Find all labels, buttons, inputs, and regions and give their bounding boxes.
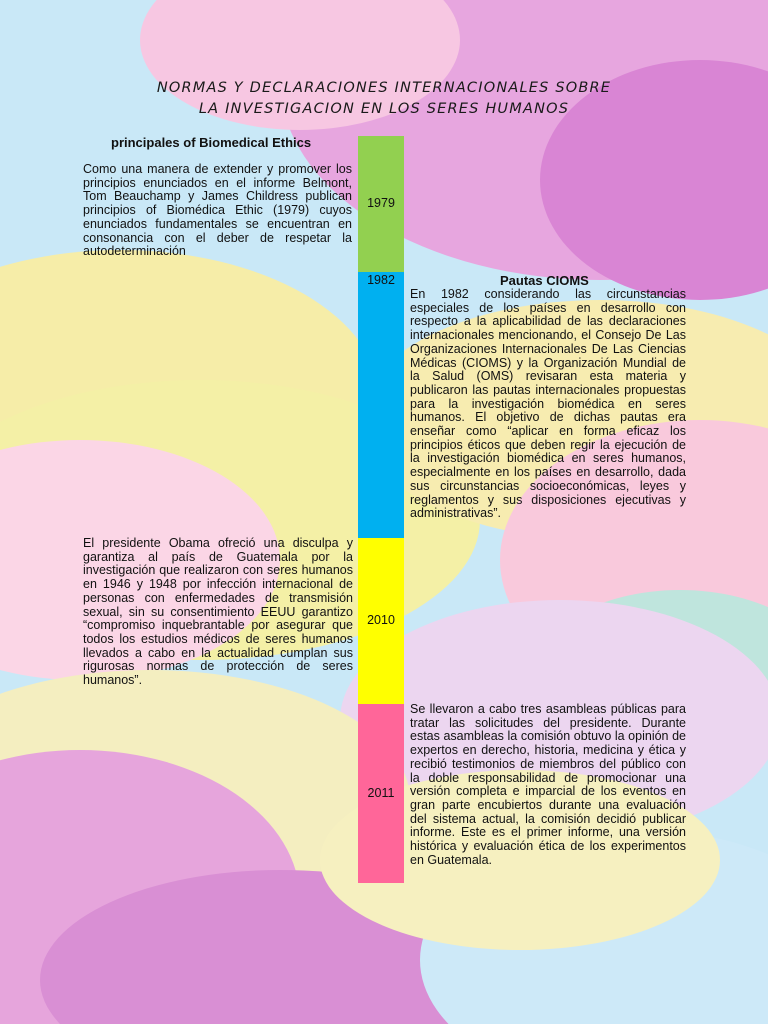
biomedical-ethics-text: Como una manera de extender y promover los principios enunciados en el informe Belmont, Tom Beauchamp y James Childress publican principios of Biomédica Ethic (1979) cuyos enunciados fundamentales se encuentran en consonancia con el deber de respetar la autodeterminación xyxy=(83,162,352,259)
year-label-1982: 1982 xyxy=(367,273,395,287)
obama-apology-text: El presidente Obama ofreció una disculpa y garantiza al país de Guatemala por la investigación que realizaron con seres humanos en 1946 y 1948 por infección internacional de personas con enfermedades de transmisión sexual, sin su consentimiento EEUU garantizo “compromiso inquebrantable por asegurar que todos los estudios médicos de seres humanos llevados a cabo en la actualidad cumplan sus rigurosas normas de protección de seres humanos”. xyxy=(83,536,353,688)
public-assemblies-text: Se llevaron a cabo tres asambleas públicas para tratar las solicitudes del presidente. Durante estas asambleas la comisión obtuvo la opinión de expertos en derecho, historia, medicina y ética y recibió testimonios de miembros del público con la doble responsabilidad de promocionar una versión completa e imparcial de los eventos en gran parte encubiertos durante una evaluación del sistema actual, la comisión decidió publicar informe. Este es el primer informe, una versión histórica y evaluación ética de los experimentos en Guatemala. xyxy=(410,702,686,867)
year-label-2010: 2010 xyxy=(367,613,395,627)
cioms-text: En 1982 considerando las circunstancias especiales de los países en desarrollo con respecto a la aplicabilidad de las declaraciones internacionales mencionando, el Consejo De Las Organizaciones Internacionales De Las Ciencias Médicas (CIOMS) y la Organización Mundial de la Salud (OMS) revisaran esta materia y publicaron las pautas internacionales propuestas para la investigación biomédica en seres humanos. El objetivo de dichas pautas era enseñar como “aplicar en forma eficaz los principios éticos que deben regir la ejecución de la investigación biomédica en seres humanos, especialmente en los países en desarrollo, dada sus circunstancias socioeconómicas, leyes y reglamentos y sus disposiciones ejecutivas y administrativas”. xyxy=(410,287,686,521)
year-label-2011: 2011 xyxy=(367,786,395,800)
cioms-heading: Pautas CIOMS xyxy=(500,273,589,288)
timeline-segment-2010 xyxy=(358,538,404,704)
timeline-segment-1979 xyxy=(358,136,404,272)
year-label-1979: 1979 xyxy=(367,196,395,210)
title-line-1: NORMAS Y DECLARACIONES INTERNACIONALES SOBRE xyxy=(156,80,612,96)
timeline-segment-2011 xyxy=(358,704,404,883)
page-title xyxy=(60,78,708,120)
timeline-segment-1982 xyxy=(358,272,404,538)
title-line-2: LA INVESTIGACION EN LOS SERES HUMANOS xyxy=(198,101,570,117)
biomedical-ethics-heading: principales of Biomedical Ethics xyxy=(111,135,312,150)
